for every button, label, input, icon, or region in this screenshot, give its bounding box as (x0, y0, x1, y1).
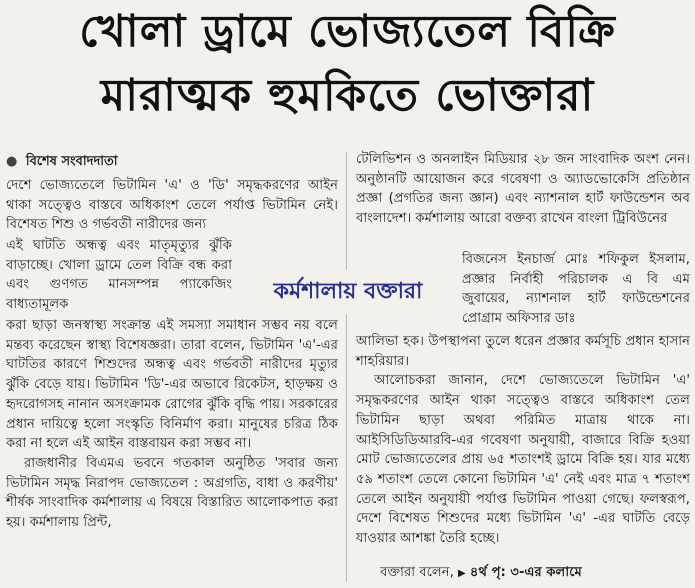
headline (0, 0, 695, 150)
byline-text: বিশেষ সংবাদদাতা (25, 154, 118, 169)
continuation-arrow-icon: ▶ (457, 568, 466, 579)
right-column-top (356, 150, 690, 229)
pull-quote: কর্মশালায় বক্তারা (240, 270, 456, 314)
left-column-bottom (6, 316, 338, 533)
right-column-bottom (356, 332, 690, 549)
continuation-jump: ৪র্থ পৃ: ৩-এর কলামে (469, 565, 582, 580)
paragraph: টেলিভিশন ও অনলাইন মিডিয়ার ২৮ জন সাংবাদিক অংশ নেন। অনুষ্ঠানটি আয়োজন করে গবেষণা ও অ্যাডভোকেসি প্রতিষ্ঠান প্রজ্ঞা (প্রগতির জন্য জ্ঞান) এবং ন্যাশনাল হার্ট ফাউন্ডেশন অব বাংলাদেশ। কর্মশালায় আরো বক্তব্য রাখেন বাংলা ট্রিবিউনের (356, 152, 690, 227)
paragraph: বিজনেস ইনচার্জ মোঃ শফিকুল ইসলাম, প্রজ্ঞার নির্বাহী পরিচালক এ বি এম জুবায়ের, ন্যাশনাল হার্ট ফাউন্ডেশনের প্রোগ্রাম অফিসার ডাঃ (462, 252, 690, 327)
left-column-narrow (6, 236, 232, 315)
paragraph: এই ঘাটতি অন্ধত্ব এবং মাতৃমৃত্যুর ঝুঁকি বাড়াচ্ছে। খোলা ড্রামে তেল বিক্রি বন্ধ করা এবং গুণগত মানসম্পন্ন প্যাকেজিং বাধ্যতামূলক (6, 238, 232, 313)
byline (6, 152, 336, 173)
continuation-lead: বক্তারা বলেন, (380, 565, 454, 580)
column-divider (346, 152, 347, 582)
paragraph: দেশে ভোজ্যতেলে ভিটামিন 'এ' ও 'ডি' সমৃদ্ধকরণের আইন থাকা সত্ত্বেও বাস্তবে অধিকাংশ তেলে পর্যাপ্ত ভিটামিন নেই। বিশেষত শিশু ও গর্ভবতী নারীদের জন্য (6, 178, 338, 233)
right-column-narrow (462, 250, 690, 329)
left-column-top (6, 176, 338, 235)
headline-line-2: মারাত্মক হুমকিতে ভোক্তারা (100, 70, 595, 121)
paragraph: করা ছাড়া জনস্বাস্থ্য সংক্রান্ত এই সমস্যা সমাধান সম্ভব নয় বলে মন্তব্য করেছেন স্বাস্থ্য বিশেষজ্ঞরা। তারা বলেন, ভিটামিন 'এ'-এর ঘাটতির কারণে শিশুদের অন্ধত্ব এবং গর্ভবতী নারীদের মৃত্যুর ঝুঁকি বেড়ে যায়। ভিটামিন 'ডি'-এর অভাবে রিকেটস, হাড়ক্ষয় ও হৃদরোগসহ নানান অসংক্রামক রোগের ঝুঁকি বৃদ্ধি পায়। সরকারের প্রধান দায়িত্বে হলো সংস্কৃতি বিনির্মাণ করা। মানুষের চরিত্র ঠিক করা না হলে এই আইন বাস্তবায়ন করা সম্ভব না। (6, 318, 338, 452)
paragraph: আলিভা হক। উপস্থাপনা তুলে ধরেন প্রজ্ঞার কর্মসূচি প্রধান হাসান শাহরিয়ার। (356, 334, 690, 369)
paragraph: আলোচকরা জানান, দেশে ভোজ্যতেলে ভিটামিন 'এ' সমৃদ্ধকরণের আইন থাকা সত্ত্বেও বাস্তবে অধিকাংশ তেল ভিটামিন ছাড়া অথবা পরিমিত মাত্রায় থাকে না। আইসিডিডিআরবি-এর গবেষণা অনুযায়ী, বাজারে বিক্রি হওয়া মোট ভোজ্যতেলের প্রায় ৬৫ শতাংশই ড্রামে বিক্রি হয়। যার মধ্যে ৫৯ শতাংশ তেলে কোনো ভিটামিন 'এ' নেই এবং মাত্র ৭ শতাংশ তেলে আইন অনুযায়ী পর্যাপ্ত ভিটামিন পাওয়া গেছে। ফলস্বরূপ, দেশে বিশেষত শিশুদের মধ্যে ভিটামিন 'এ' -এর ঘাটতি বেড়ে যাওয়ার আশঙ্কা তৈরি হচ্ছে। (356, 373, 690, 547)
paragraph: রাজধানীর বিএমএ ভবনে গতকাল অনুষ্ঠিত 'সবার জন্য ভিটামিন সমৃদ্ধ নিরাপদ ভোজ্যতেল : অগ্রগতি, বাধা ও করণীয়' শীর্ষক সাংবাদিক কর্মশালায় এ বিষয়ে বিস্তারিত আলোকপাত করা হয়। কর্মশালায় প্রিন্ট, (6, 455, 338, 531)
headline-line-1: খোলা ড্রামে ভোজ্যতেল বিক্রি (79, 6, 616, 57)
continuation-line (380, 563, 690, 584)
byline-bullet-icon: ● (6, 154, 18, 169)
